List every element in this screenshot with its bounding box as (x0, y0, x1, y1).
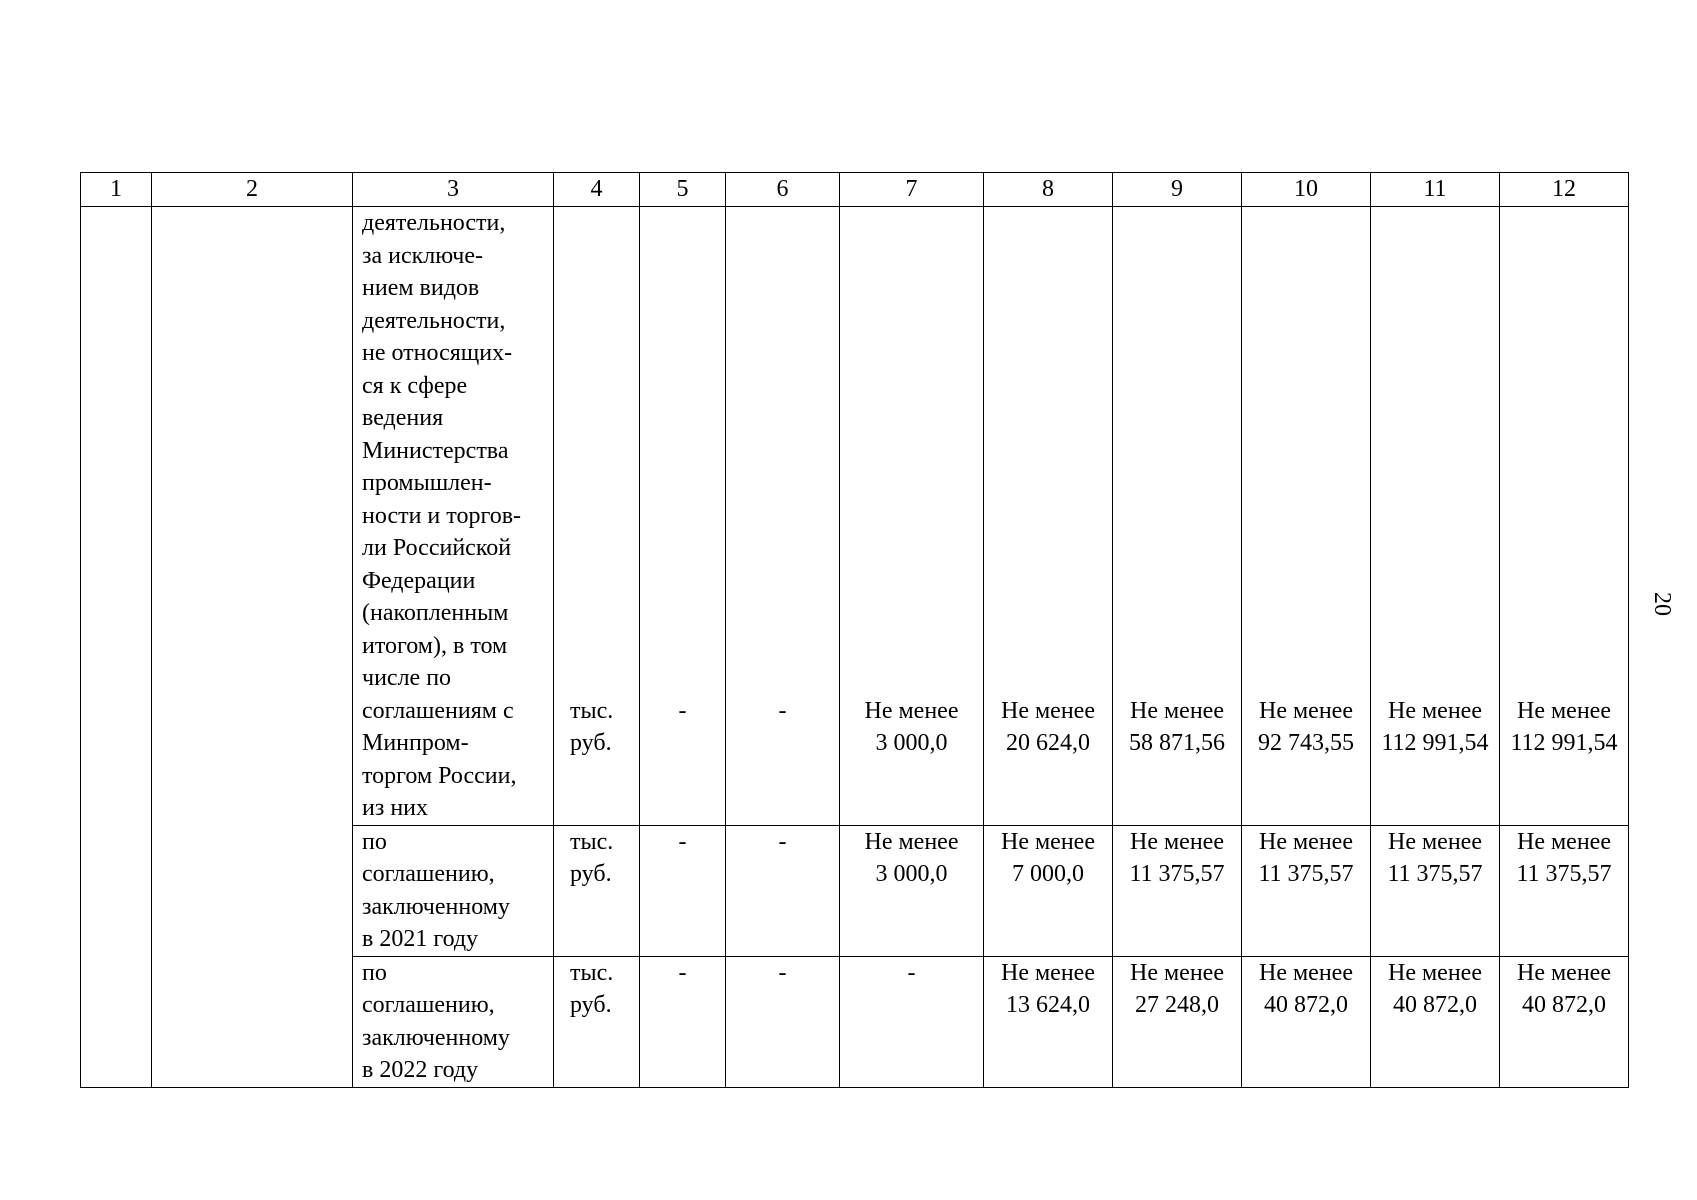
description-line: деятельности, (362, 307, 506, 334)
value-cell-col11 (1371, 825, 1500, 956)
indicator-table (80, 172, 1629, 1088)
value-cell-col7 (840, 825, 984, 956)
description-line: промышлен- (362, 470, 492, 496)
description-line: Минпром- (362, 730, 469, 756)
value-number: 3 000,0 (875, 861, 948, 887)
value-cell-col5 (640, 207, 726, 826)
description-line: в 2022 году (362, 1057, 479, 1083)
unit-line: тыс. (570, 828, 614, 855)
column-number-header: 4 (554, 173, 640, 207)
value-cell-col9 (1113, 956, 1242, 1087)
value-number: 13 624,0 (1006, 992, 1090, 1018)
value-qualifier: Не менее (1517, 697, 1611, 724)
value-number: 40 872,0 (1393, 992, 1477, 1018)
page-number: 20 (1649, 592, 1675, 616)
row-number-cell (81, 207, 152, 1088)
value-cell-col10 (1242, 207, 1371, 826)
value-cell-col7: - (840, 956, 984, 1087)
value-number: 92 743,55 (1258, 730, 1354, 756)
value-cell-col8 (984, 207, 1113, 826)
value-qualifier: Не менее (1517, 959, 1611, 986)
description-line: итогом), в том (362, 632, 508, 659)
value-cell-col5: - (640, 825, 726, 956)
value-qualifier: Не менее (1130, 828, 1224, 855)
value-cell-col10 (1242, 956, 1371, 1087)
value-cell-col11 (1371, 956, 1500, 1087)
description-line: числе по (362, 665, 452, 691)
dash-value: - (678, 697, 687, 724)
value-cell-col9 (1113, 825, 1242, 956)
value-qualifier: Не менее (1388, 697, 1482, 724)
value-number: 11 375,57 (1387, 861, 1483, 887)
description-line: ли Российской (362, 535, 512, 561)
description-line: Федерации (362, 567, 476, 594)
column-number-header: 9 (1113, 173, 1242, 207)
table-row-total (81, 207, 1629, 826)
description-line: деятельности, (362, 210, 506, 236)
description-line: не относящих- (362, 340, 513, 366)
indicator-name-cell (152, 207, 353, 1088)
value-number: 27 248,0 (1135, 992, 1219, 1018)
value-qualifier: Не менее (864, 828, 959, 855)
value-qualifier: Не менее (1130, 959, 1224, 986)
description-line: по (362, 828, 387, 855)
value-number: 11 375,57 (1516, 861, 1612, 887)
indicator-description-cell (353, 825, 554, 956)
column-number-header: 11 (1371, 173, 1500, 207)
description-line: соглашению, (362, 861, 495, 887)
value-qualifier: Не менее (1001, 828, 1095, 855)
value-qualifier: Не менее (1388, 959, 1482, 986)
description-line: по (362, 959, 387, 986)
description-line: ности и торгов- (362, 502, 522, 529)
unit-line: тыс. (570, 697, 614, 724)
description-line: (накопленным (362, 600, 509, 626)
column-number-header: 1 (81, 173, 152, 207)
value-cell-col10 (1242, 825, 1371, 956)
value-number: 20 624,0 (1006, 730, 1090, 756)
unit-cell (554, 207, 640, 826)
value-qualifier: Не менее (1259, 959, 1353, 986)
description-line: Министерства (362, 437, 509, 464)
description-line: соглашениям с (362, 697, 514, 724)
description-line: в 2021 году (362, 926, 479, 952)
column-number-header: 3 (353, 173, 554, 207)
value-qualifier: Не менее (1001, 959, 1095, 986)
unit-line: тыс. (570, 959, 614, 986)
column-number-header: 6 (726, 173, 840, 207)
column-number-header: 5 (640, 173, 726, 207)
value-number: 3 000,0 (875, 730, 948, 756)
description-line: за исключе- (362, 242, 483, 269)
value-cell-col12 (1500, 825, 1629, 956)
value-qualifier: Не менее (1001, 697, 1095, 724)
value-cell-col5: - (640, 956, 726, 1087)
description-line: ведения (362, 405, 444, 431)
indicator-description-cell (353, 207, 554, 826)
unit-cell (554, 825, 640, 956)
value-cell-col11 (1371, 207, 1500, 826)
value-number: 112 991,54 (1381, 730, 1489, 756)
value-cell-col12 (1500, 956, 1629, 1087)
value-qualifier: Не менее (864, 697, 959, 724)
column-number-header: 10 (1242, 173, 1371, 207)
value-qualifier: Не менее (1130, 697, 1224, 724)
value-cell-col6: - (726, 956, 840, 1087)
value-qualifier: Не менее (1388, 828, 1482, 855)
description-line: ся к сфере (362, 372, 468, 399)
unit-line: руб. (570, 861, 612, 887)
description-line: заключенному (362, 893, 510, 920)
column-number-header: 2 (152, 173, 353, 207)
value-qualifier: Не менее (1259, 828, 1353, 855)
indicator-description-cell (353, 956, 554, 1087)
unit-line: руб. (570, 992, 612, 1018)
value-number: 7 000,0 (1012, 861, 1084, 887)
value-qualifier: Не менее (1259, 697, 1353, 724)
description-line: торгом России, (362, 762, 517, 789)
description-line: заключенному (362, 1024, 510, 1051)
value-number: 40 872,0 (1522, 992, 1606, 1018)
dash-value: - (778, 697, 787, 724)
value-number: 11 375,57 (1258, 861, 1354, 887)
description-line: из них (362, 795, 429, 821)
value-cell-col8 (984, 956, 1113, 1087)
column-number-header: 12 (1500, 173, 1629, 207)
value-cell-col8 (984, 825, 1113, 956)
value-number: 58 871,56 (1129, 730, 1225, 756)
value-cell-col6 (726, 207, 840, 826)
value-cell-col12 (1500, 207, 1629, 826)
unit-cell (554, 956, 640, 1087)
column-number-header: 7 (840, 173, 984, 207)
value-number: 40 872,0 (1264, 992, 1348, 1018)
value-number: 112 991,54 (1510, 730, 1618, 756)
column-number-header: 8 (984, 173, 1113, 207)
value-qualifier: Не менее (1517, 828, 1611, 855)
column-number-header-row (81, 173, 1629, 207)
description-line: соглашению, (362, 992, 495, 1018)
value-cell-col6: - (726, 825, 840, 956)
value-cell-col7 (840, 207, 984, 826)
value-cell-col9 (1113, 207, 1242, 826)
description-line: нием видов (362, 275, 480, 301)
unit-line: руб. (570, 730, 612, 756)
value-number: 11 375,57 (1129, 861, 1225, 887)
